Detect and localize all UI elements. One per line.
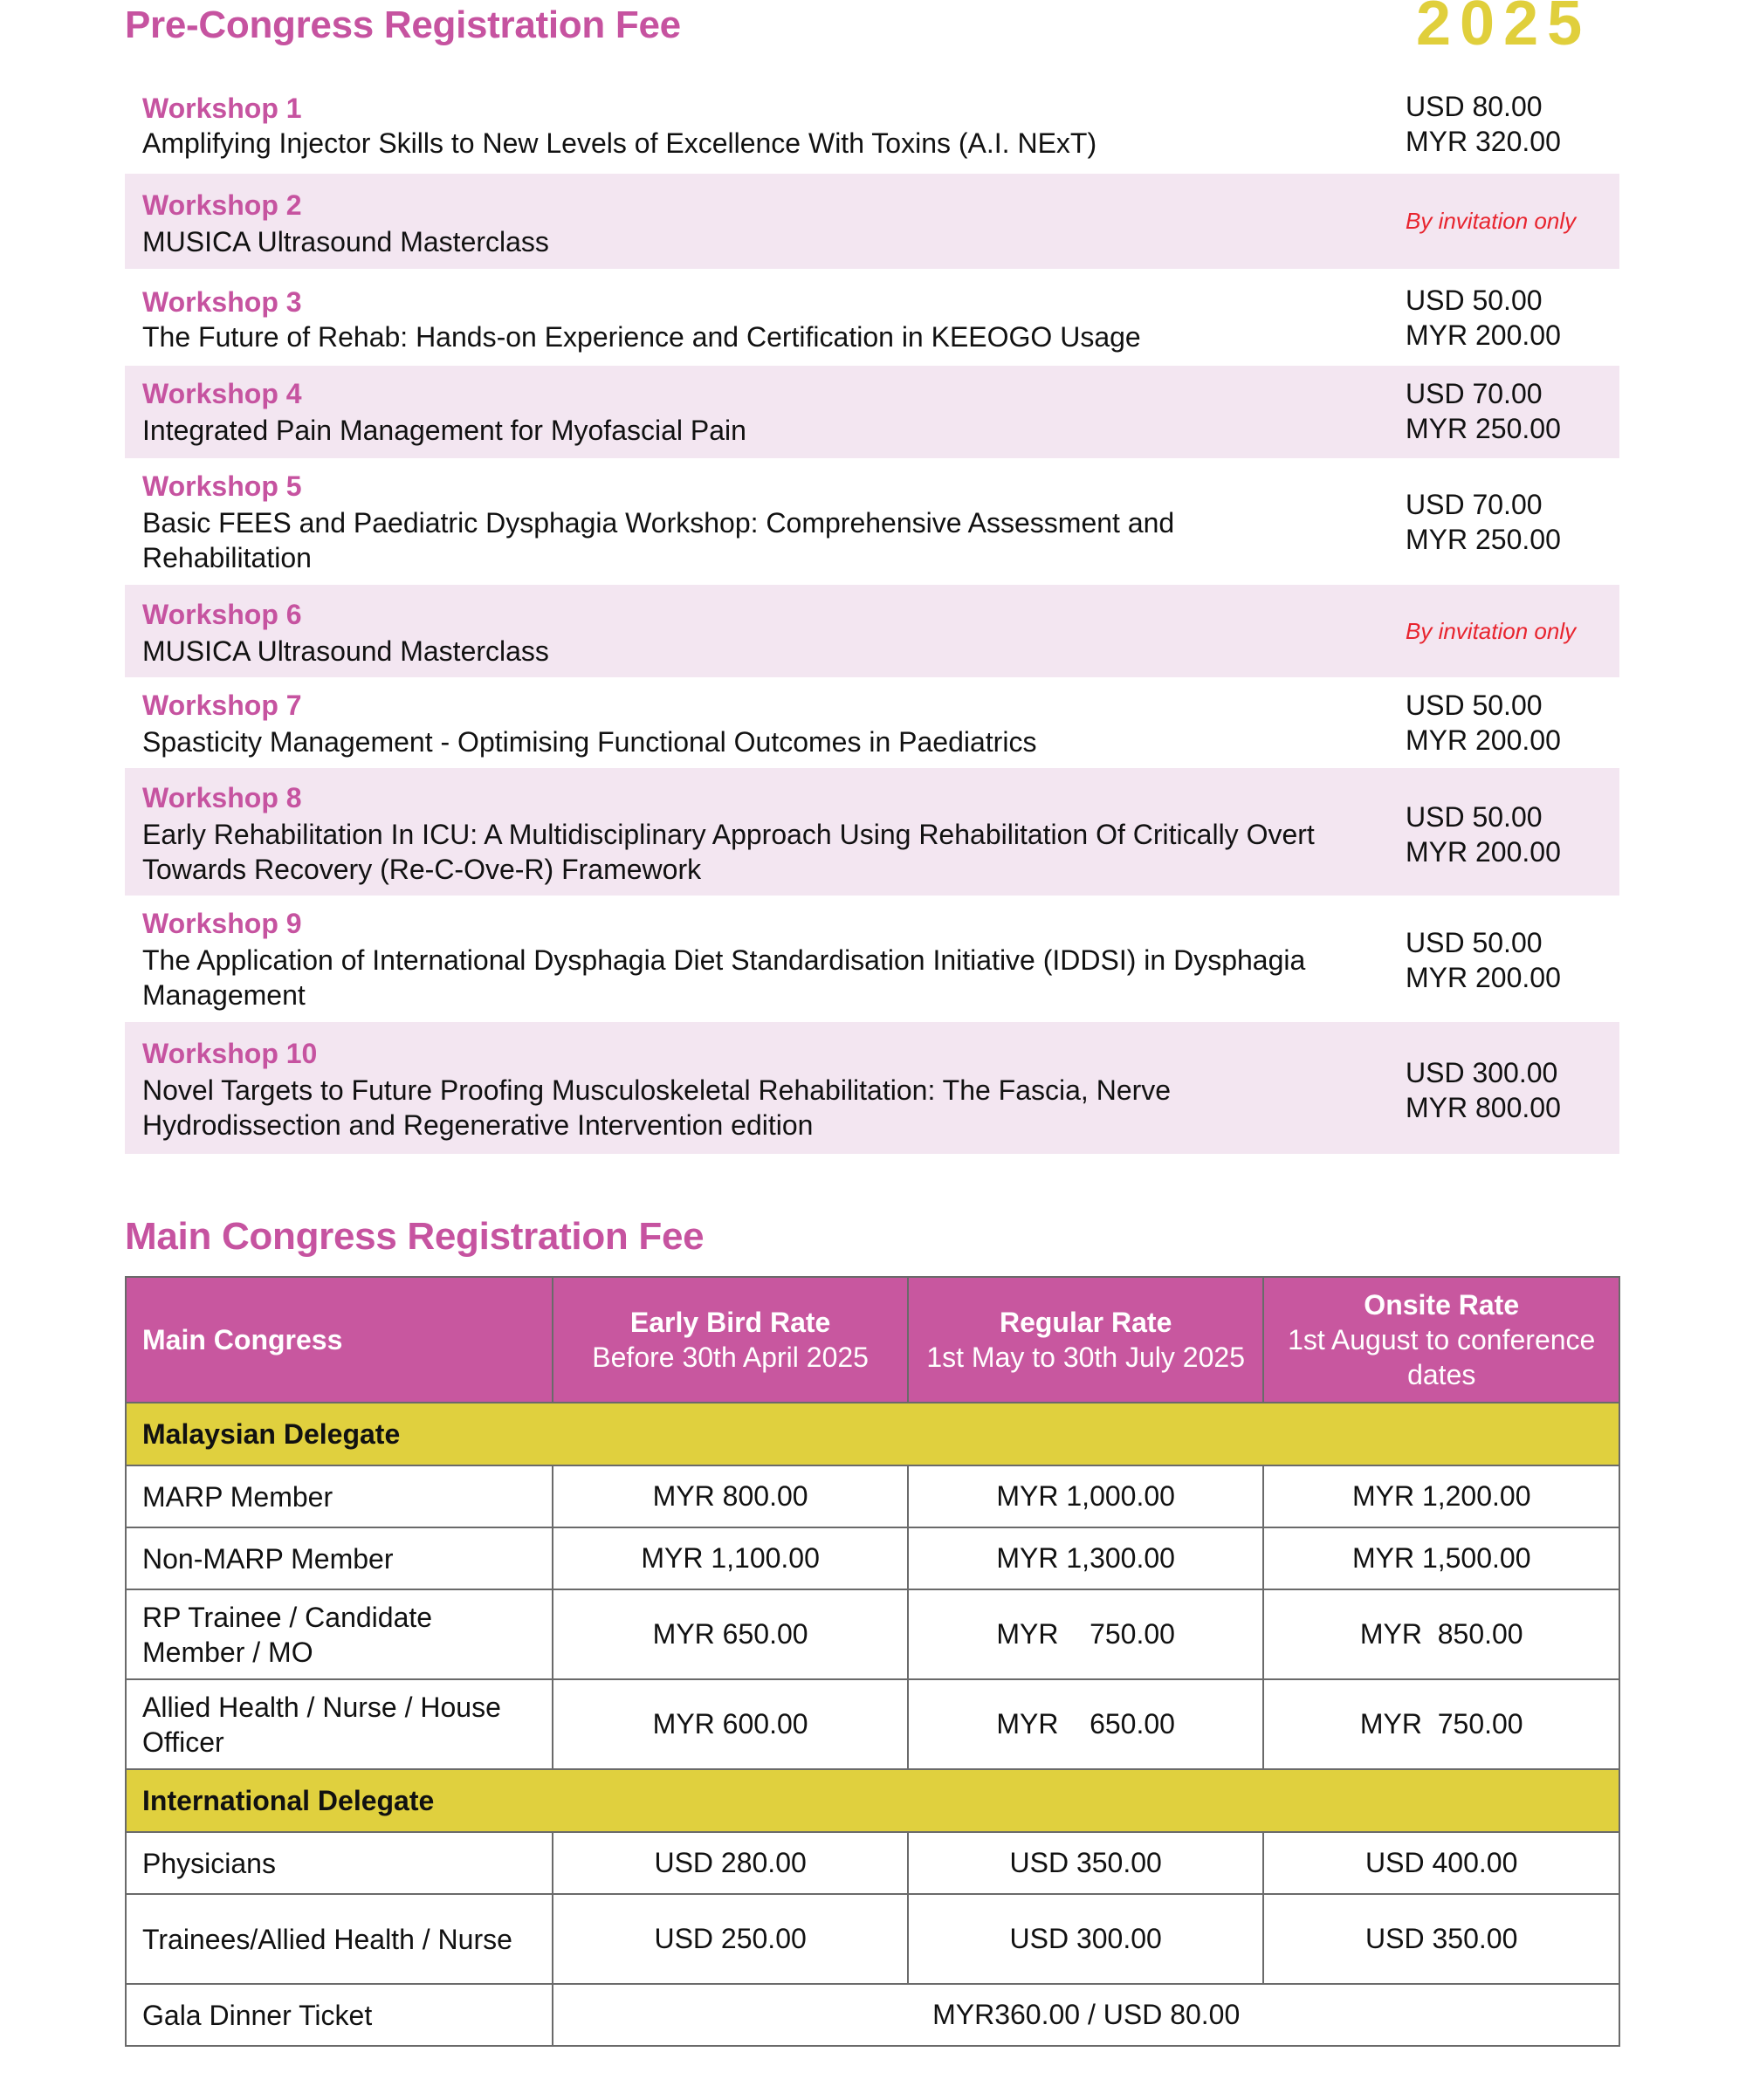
workshop-title: Integrated Pain Management for Myofascial Pain (142, 415, 746, 446)
workshop-row (125, 677, 1619, 768)
table-row (126, 1527, 1619, 1589)
workshop-price-usd: USD 50.00 (1406, 927, 1543, 958)
regular-cell: MYR 650.00 (908, 1679, 1264, 1769)
invitation-note: By invitation only (1406, 618, 1577, 644)
regular-cell: USD 300.00 (908, 1894, 1264, 1984)
table-row (126, 1832, 1619, 1894)
workshop-row (125, 585, 1619, 677)
workshop-price-myr: MYR 200.00 (1406, 319, 1561, 351)
workshop-row (125, 1022, 1619, 1154)
header-early-bird: Early Bird Rate Before 30th April 2025 (553, 1277, 908, 1403)
early-bird-cell: MYR 800.00 (553, 1465, 908, 1527)
workshop-title: The Application of International Dysphagia Diet Standardisation Initiative (IDDSI) in Dysphagia Management (142, 944, 1306, 1011)
main-congress-fee-table (125, 1276, 1620, 2047)
onsite-cell: MYR 750.00 (1263, 1679, 1619, 1769)
workshop-row (125, 366, 1619, 458)
onsite-cell: USD 400.00 (1263, 1832, 1619, 1894)
workshop-price-usd: USD 70.00 (1406, 378, 1543, 409)
section-label: Malaysian Delegate (126, 1403, 1619, 1465)
workshop-row (125, 768, 1619, 896)
workshop-price-myr: MYR 250.00 (1406, 524, 1561, 555)
workshop-label: Workshop 7 (142, 690, 302, 721)
section-row-international (126, 1769, 1619, 1832)
workshop-row (125, 86, 1619, 174)
workshop-row (125, 458, 1619, 585)
workshop-title: Novel Targets to Future Proofing Musculoskeletal Rehabilitation: The Fascia, Nerve Hydrodissection and Regenerative Intervention edition (142, 1074, 1172, 1141)
regular-cell: MYR 750.00 (908, 1589, 1264, 1679)
category-cell: MARP Member (126, 1465, 553, 1527)
gala-price-cell: MYR360.00 / USD 80.00 (553, 1984, 1619, 2046)
invitation-note: By invitation only (1406, 208, 1577, 234)
year-label: 2025 (1416, 0, 1591, 58)
workshop-row (125, 174, 1619, 269)
workshop-price-myr: MYR 200.00 (1406, 724, 1561, 756)
category-cell: Gala Dinner Ticket (126, 1984, 553, 2046)
workshop-title: MUSICA Ultrasound Masterclass (142, 226, 549, 257)
workshop-label: Workshop 6 (142, 599, 302, 630)
header-main-congress: Main Congress (126, 1277, 553, 1403)
table-row (126, 1894, 1619, 1984)
workshop-title: Early Rehabilitation In ICU: A Multidisciplinary Approach Using Rehabilitation Of Critically Overt Towards Recovery (Re-C-Ove-R) Framework (142, 819, 1315, 885)
workshop-title: Amplifying Injector Skills to New Levels of Excellence With Toxins (A.I. NExT) (142, 127, 1097, 159)
table-row (126, 1465, 1619, 1527)
table-header-row (126, 1277, 1619, 1403)
section-label: International Delegate (126, 1769, 1619, 1832)
onsite-cell: MYR 1,200.00 (1263, 1465, 1619, 1527)
workshop-title: MUSICA Ultrasound Masterclass (142, 635, 549, 667)
category-cell: Non-MARP Member (126, 1527, 553, 1589)
workshop-price-myr: MYR 800.00 (1406, 1092, 1561, 1123)
regular-cell: MYR 1,300.00 (908, 1527, 1264, 1589)
workshop-label: Workshop 4 (142, 378, 302, 409)
workshop-price-myr: MYR 320.00 (1406, 126, 1561, 157)
workshop-title: Basic FEES and Paediatric Dysphagia Workshop: Comprehensive Assessment and Rehabilitation (142, 507, 1175, 573)
workshop-title: Spasticity Management - Optimising Functional Outcomes in Paediatrics (142, 726, 1037, 758)
early-bird-cell: MYR 1,100.00 (553, 1527, 908, 1589)
regular-cell: MYR 1,000.00 (908, 1465, 1264, 1527)
early-bird-cell: USD 280.00 (553, 1832, 908, 1894)
workshop-price-usd: USD 300.00 (1406, 1057, 1558, 1088)
workshop-price-myr: MYR 200.00 (1406, 836, 1561, 868)
regular-cell: USD 350.00 (908, 1832, 1264, 1894)
workshop-label: Workshop 3 (142, 286, 302, 318)
category-cell: RP Trainee / Candidate Member / MO (126, 1589, 553, 1679)
category-cell: Trainees/Allied Health / Nurse (126, 1894, 553, 1984)
workshop-price-myr: MYR 200.00 (1406, 962, 1561, 993)
header-onsite: Onsite Rate 1st August to conference dates (1263, 1277, 1619, 1403)
workshop-row (125, 269, 1619, 366)
workshop-price-usd: USD 80.00 (1406, 91, 1543, 122)
early-bird-cell: MYR 600.00 (553, 1679, 908, 1769)
early-bird-cell: USD 250.00 (553, 1894, 908, 1984)
onsite-cell: MYR 1,500.00 (1263, 1527, 1619, 1589)
table-row (126, 1679, 1619, 1769)
onsite-cell: MYR 850.00 (1263, 1589, 1619, 1679)
workshop-price-usd: USD 50.00 (1406, 690, 1543, 721)
workshop-price-usd: USD 70.00 (1406, 489, 1543, 520)
table-row-gala-dinner (126, 1984, 1619, 2046)
workshop-label: Workshop 2 (142, 189, 302, 221)
early-bird-cell: MYR 650.00 (553, 1589, 908, 1679)
workshop-row (125, 896, 1619, 1022)
category-cell: Allied Health / Nurse / House Officer (126, 1679, 553, 1769)
workshop-label: Workshop 8 (142, 782, 302, 813)
workshop-label: Workshop 9 (142, 908, 302, 939)
workshop-label: Workshop 5 (142, 470, 302, 502)
workshop-price-usd: USD 50.00 (1406, 285, 1543, 316)
workshop-price-usd: USD 50.00 (1406, 801, 1543, 833)
pre-congress-title: Pre-Congress Registration Fee (125, 3, 681, 46)
workshop-label: Workshop 1 (142, 93, 302, 124)
workshop-price-myr: MYR 250.00 (1406, 413, 1561, 444)
category-cell: Physicians (126, 1832, 553, 1894)
main-congress-title: Main Congress Registration Fee (125, 1215, 705, 1258)
onsite-cell: USD 350.00 (1263, 1894, 1619, 1984)
header-regular: Regular Rate 1st May to 30th July 2025 (908, 1277, 1264, 1403)
table-row (126, 1589, 1619, 1679)
section-row-malaysian (126, 1403, 1619, 1465)
workshop-title: The Future of Rehab: Hands-on Experience and Certification in KEEOGO Usage (142, 321, 1141, 353)
workshop-label: Workshop 10 (142, 1038, 318, 1069)
